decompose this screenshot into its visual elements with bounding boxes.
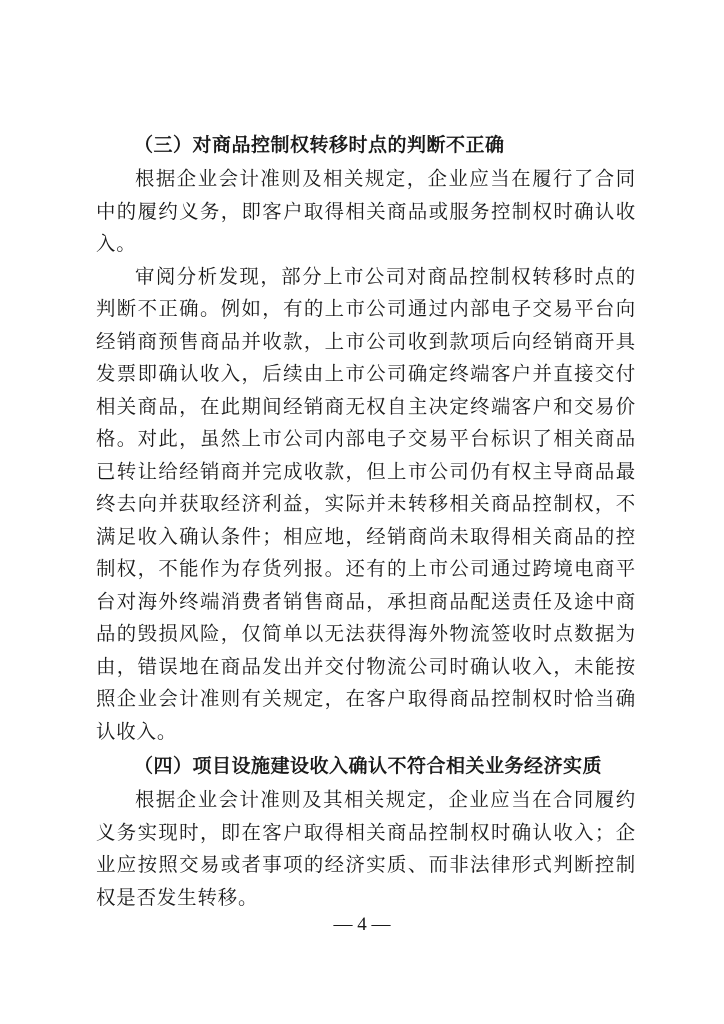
section-3-paragraph-1: 根据企业会计准则及相关规定，企业应当在履行了合同中的履约义务，即客户取得相关商品或服务控制权时确认收入。 xyxy=(96,167,636,255)
section-3-paragraph-2: 审阅分析发现，部分上市公司对商品控制权转移时点的判断不正确。例如，有的上市公司通过内部电子交易平台向经销商预售商品并收款，上市公司收到款项后向经销商开具发票即确认收入，后续由上市公司确定终端客户并直接交付相关商品，在此期间经销商无权自主决定终端客户和交易价格。对此，虽然上市公司内部电子交易平台标识了相关商品已转让给经销商并完成收款，但上市公司仍有权主导商品最终去向并获取经济利益，实际并未转移相关商品控制权，不满足收入确认条件；相应地，经销商尚未取得相关商品的控制权，不能作为存货列报。还有的上市公司通过跨境电商平台对海外终端消费者销售商品，承担商品配送责任及途中商品的毁损风险，仅简单以无法获得海外物流签收时点数据为由，错误地在商品发出并交付物流公司时确认收入，未能按照企业会计准则有关规定，在客户取得商品控制权时恰当确认收入。 xyxy=(96,264,636,743)
section-heading-4: （四）项目设施建设收入确认不符合相关业务经济实质 xyxy=(134,755,603,777)
section-4-paragraph-1: 根据企业会计准则及其相关规定，企业应当在合同履约义务实现时，即在客户取得相关商品控制权时确认收入；企业应按照交易或者事项的经济实质、而非法律形式判断控制权是否发生转移。 xyxy=(96,788,636,909)
section-heading-3: （三）对商品控制权转移时点的判断不正确 xyxy=(134,134,505,156)
document-body xyxy=(96,127,636,914)
page-number: — 4 — xyxy=(333,914,391,935)
